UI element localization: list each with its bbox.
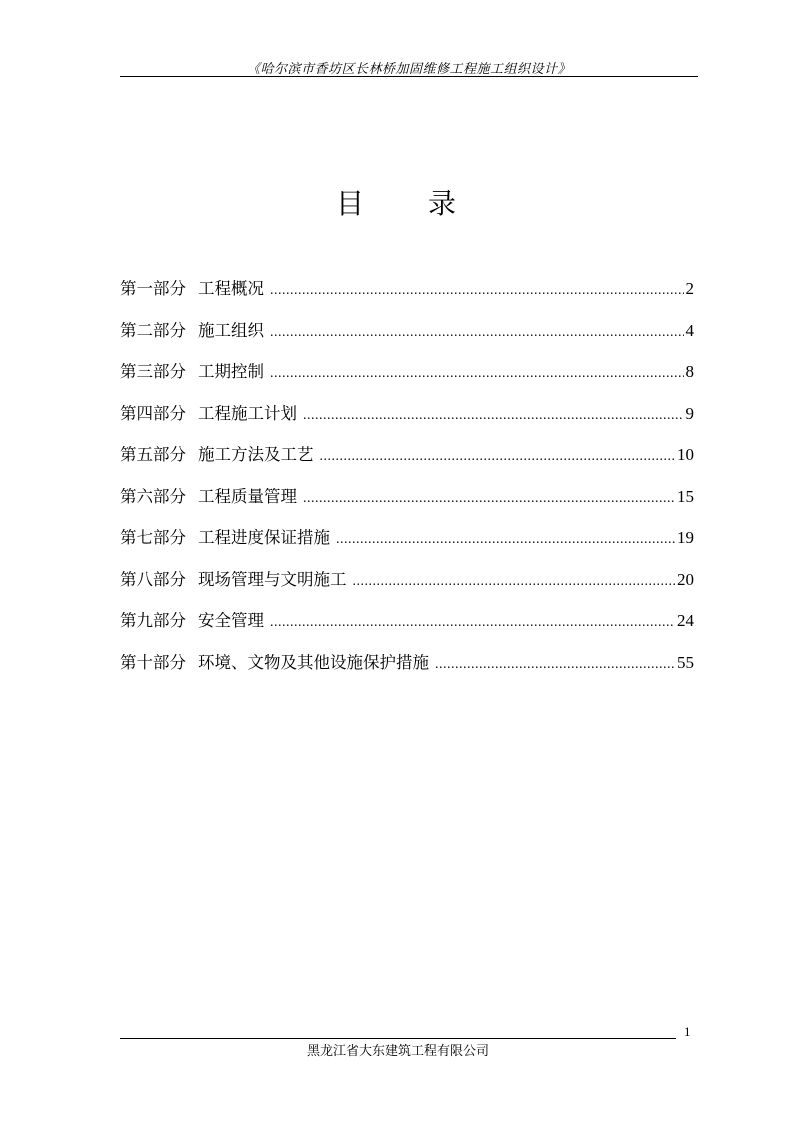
toc-title-char-2: 录 [428, 187, 459, 220]
toc-entry-name: 施工组织 [198, 320, 264, 340]
toc-entry-page: 20 [677, 569, 694, 589]
toc-entry-part: 第六部分 [120, 486, 186, 506]
toc-entry-name: 现场管理与文明施工 [198, 569, 347, 589]
toc-entry[interactable] [120, 310, 694, 352]
toc-entry-part: 第二部分 [120, 320, 186, 340]
toc-entry-leader [353, 561, 676, 603]
toc-entry-name: 工程质量管理 [198, 486, 297, 506]
toc-entry[interactable] [120, 642, 694, 684]
toc-entry-part: 第七部分 [120, 528, 186, 547]
header-rule [120, 76, 698, 77]
toc-entry-page: 55 [677, 652, 694, 672]
toc-entry-page: 8 [685, 362, 694, 381]
toc-entry-name: 工程概况 [198, 279, 264, 298]
toc-entry-name: 工期控制 [198, 362, 264, 381]
footer-company: 黑龙江省大东建筑工程有限公司 [306, 1044, 489, 1059]
toc-entry[interactable] [120, 351, 694, 393]
toc-entry-leader [270, 353, 684, 395]
toc-entry-page: 15 [677, 486, 694, 506]
toc-entry-part: 第九部分 [120, 611, 186, 630]
toc-entry-name: 环境、文物及其他设施保护措施 [198, 652, 429, 672]
toc-entry[interactable] [120, 559, 694, 601]
toc-entry-name: 安全管理 [198, 611, 264, 630]
toc-entry-leader [303, 478, 675, 520]
toc-entry-page: 10 [677, 445, 694, 464]
page-number: 1 [684, 1024, 691, 1039]
toc-entry-leader [435, 644, 675, 686]
toc-entry-leader [270, 312, 684, 354]
toc-entry[interactable] [120, 268, 694, 310]
toc-entry[interactable] [120, 393, 694, 435]
toc-entry-page: 2 [685, 279, 694, 298]
footer-rule [120, 1038, 676, 1039]
toc-entry-name: 工程进度保证措施 [198, 528, 330, 547]
toc-entry-part: 第五部分 [120, 445, 186, 464]
toc-title [0, 182, 794, 222]
toc-entry-name: 工程施工计划 [198, 403, 297, 423]
toc-entry[interactable] [120, 476, 694, 518]
toc-entry-leader [303, 395, 684, 437]
toc-entry-part: 第四部分 [120, 403, 186, 423]
toc-entry[interactable] [120, 517, 694, 559]
toc-entry-leader [270, 270, 684, 312]
toc-entry[interactable] [120, 434, 694, 476]
toc-entry-leader [336, 519, 675, 561]
toc-entry-leader [320, 436, 676, 478]
toc-entry-part: 第三部分 [120, 362, 186, 381]
toc-entry-name: 施工方法及工艺 [198, 445, 314, 464]
toc-entry-part: 第十部分 [120, 652, 186, 672]
toc-list [120, 268, 694, 683]
toc-entry-page: 4 [685, 320, 694, 340]
toc-entry-leader [270, 602, 675, 644]
toc-title-char-1: 目 [335, 187, 366, 220]
toc-entry-page: 19 [677, 528, 694, 547]
toc-entry-part: 第八部分 [120, 569, 186, 589]
document-header-title: 《哈尔滨市香坊区长林桥加固维修工程施工组织设计》 [246, 62, 571, 77]
toc-entry[interactable] [120, 600, 694, 642]
toc-entry-part: 第一部分 [120, 279, 186, 298]
toc-entry-page: 9 [685, 403, 694, 423]
toc-entry-page: 24 [677, 611, 694, 630]
